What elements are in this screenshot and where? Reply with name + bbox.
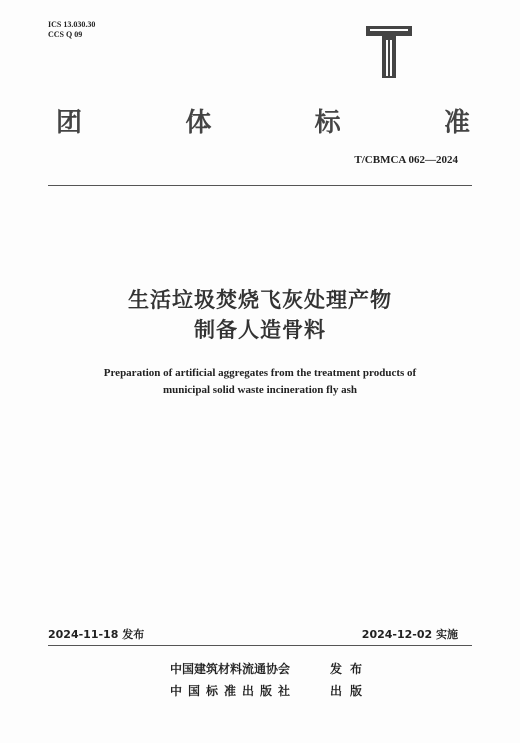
publishing-organization: 中国标准出版社: [170, 684, 297, 698]
standard-type-char: 体: [185, 108, 212, 138]
title-en-line1: Preparation of artificial aggregates from the treatment products of: [103, 367, 417, 379]
footer-divider: [48, 645, 472, 646]
standard-type-char: 准: [443, 108, 470, 138]
classification-codes: [48, 20, 95, 40]
standard-type-char: 团: [56, 108, 83, 138]
ccs-code: CCS Q 09: [48, 30, 83, 39]
issuing-action: 发布: [330, 662, 371, 676]
issuing-organization: 中国建筑材料流通协会: [170, 662, 291, 676]
issue-date: 2024-11-18 发布: [48, 628, 145, 641]
publishing-action: 出版: [330, 684, 371, 698]
title-cn-line2: 制备人造骨料: [194, 318, 326, 342]
group-standard-logo: [364, 24, 414, 80]
standard-number: T/CBMCA 062—2024: [354, 154, 458, 166]
header-divider: [48, 185, 472, 186]
title-cn-line1: 生活垃圾焚烧飞灰处理产物: [128, 288, 392, 312]
title-en-line2: municipal solid waste incineration fly ash: [162, 384, 358, 396]
standard-type-char: 标: [314, 108, 341, 138]
ics-code: ICS 13.030.30: [48, 20, 96, 29]
standard-type-heading: [56, 102, 470, 139]
implement-date: 2024-12-02 实施: [361, 628, 458, 641]
